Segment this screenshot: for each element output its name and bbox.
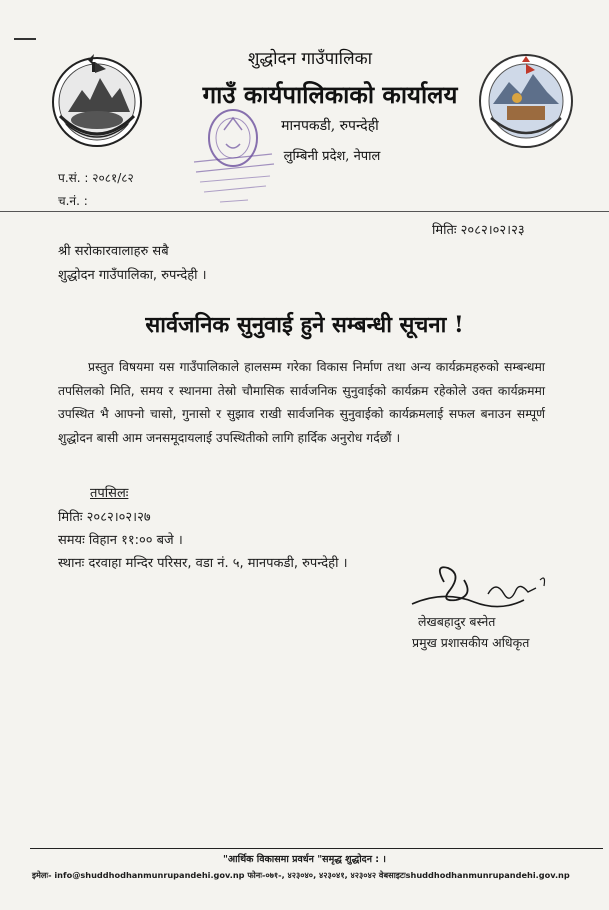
office-seal-stamp bbox=[186, 100, 280, 210]
notice-title: सार्वजनिक सुनुवाई हुने सम्बन्धी सूचना ! bbox=[145, 312, 464, 338]
office-province: लुम्बिनी प्रदेश, नेपाल bbox=[283, 149, 381, 164]
nepal-coat-of-arms-icon bbox=[50, 54, 145, 149]
signatory-designation: प्रमुख प्रशासकीय अधिकृत bbox=[412, 635, 530, 650]
corner-mark bbox=[14, 38, 36, 40]
footer-divider bbox=[30, 848, 603, 849]
letter-number: प.सं. : २०८१/८२ bbox=[58, 171, 134, 185]
header-divider bbox=[0, 211, 609, 212]
event-place: स्थानः दरवाहा मन्दिर परिसर, वडा नं. ५, मानपकडी, रुपन्देही । bbox=[58, 556, 348, 571]
signatory-name: लेखबहादुर बस्नेत bbox=[418, 614, 496, 629]
recipient-line-2: शुद्धोदन गाउँपालिका, रुपन्देही । bbox=[58, 268, 207, 283]
footer-contact-info: इमेलः- info@shuddhodhanmunrupandehi.gov.np फोनः-०७१-, ४२३०४०, ४२३०४१, ४२३०४२ वेबसाइटःshuddhodhanmunrupandehi.gov.np bbox=[32, 870, 570, 880]
letter-date: मितिः २०८२।०२।२३ bbox=[432, 223, 525, 238]
recipient-line-1: श्री सरोकारवालाहरु सबै bbox=[58, 244, 169, 259]
notice-body: प्रस्तुत विषयमा यस गाउँपालिकाले हालसम्म गरेका विकास निर्माण तथा अन्य कार्यक्रमहरुको सम्बन्धमा तपसिलको मिति, समय र स्थानमा तेस्रो चौमासिक सार्वजनिक सुनुवाईको कार्यक्रम रहेकोले उक्त कार्यक्रममा उपस्थित भै आफ्नो चासो, गुनासो र सुझाव राखी सार्वजनिक सुनुवाईको कार्यक्रमलाई सफल बनाउन सम्पूर्ण शुद्धोदन बासी आम जनसमूदायलाई उपस्थितीको लागि हार्दिक अनुरोध गर्दछौं । bbox=[58, 360, 545, 445]
municipality-logo-icon bbox=[477, 52, 575, 150]
event-date: मितिः २०८२।०२।२७ bbox=[58, 510, 151, 525]
event-time: समयः विहान ११:०० बजे । bbox=[58, 533, 183, 548]
municipality-name: शुद्धोदन गाउँपालिका bbox=[247, 49, 373, 69]
dispatch-number: च.नं. : bbox=[58, 194, 88, 208]
footer-motto: "आर्थिक विकासमा प्रवर्धन "समृद्ध शुद्धोदन : । bbox=[222, 854, 387, 865]
office-location: मानपकडी, रुपन्देही bbox=[281, 118, 379, 134]
office-name: गाउँ कार्यपालिकाको कार्यालय bbox=[202, 80, 458, 109]
details-heading: तपसिलः bbox=[90, 486, 129, 501]
